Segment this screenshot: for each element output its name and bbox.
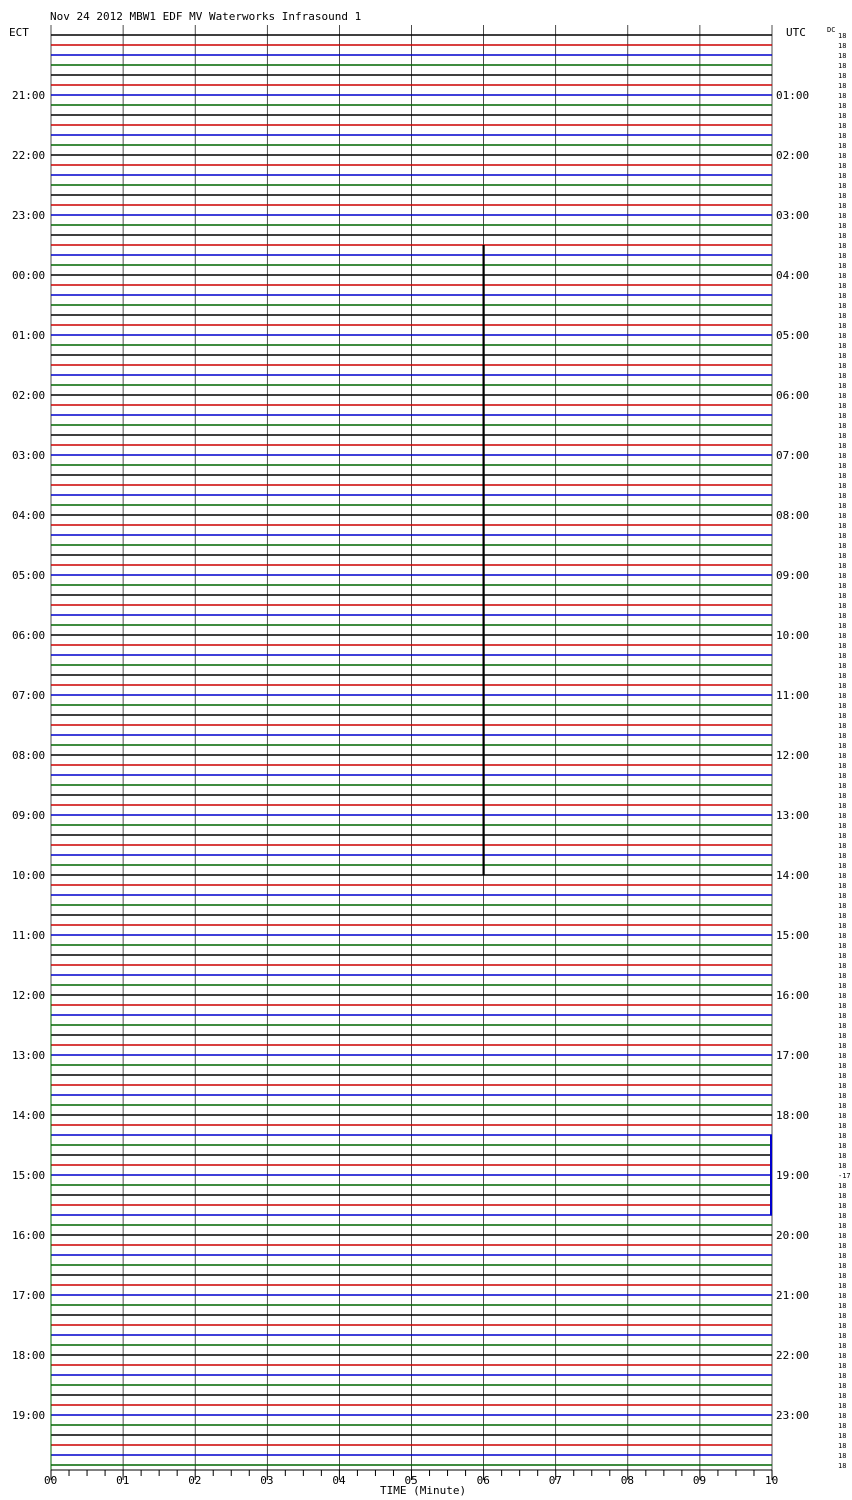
dc-value: 18 [838, 32, 847, 40]
dc-value: 18 [838, 1422, 847, 1430]
dc-value: 18 [838, 952, 847, 960]
dc-value: 18 [838, 232, 847, 240]
right-hour-label: 22:00 [776, 1349, 810, 1362]
dc-value: 18 [838, 1122, 847, 1130]
dc-value: 18 [838, 282, 847, 290]
dc-value: 18 [838, 92, 847, 100]
left-hour-label: 09:00 [12, 809, 46, 822]
left-hour-label: 17:00 [12, 1289, 46, 1302]
left-hour-label: 06:00 [12, 629, 46, 642]
dc-value: 18 [838, 922, 847, 930]
left-hour-label: 15:00 [12, 1169, 46, 1182]
dc-value: 18 [838, 42, 847, 50]
dc-value: 18 [838, 812, 847, 820]
dc-value: 18 [838, 662, 847, 670]
dc-value: 18 [838, 892, 847, 900]
x-tick-label: 02 [188, 1474, 202, 1487]
dc-value: 18 [838, 632, 847, 640]
left-hour-label: 18:00 [12, 1349, 46, 1362]
dc-value: 18 [838, 1452, 847, 1460]
dc-value: 18 [838, 362, 847, 370]
dc-value: 18 [838, 1182, 847, 1190]
dc-value: 18 [838, 1362, 847, 1370]
dc-value: 18 [838, 1062, 847, 1070]
left-hour-label: 00:00 [12, 269, 46, 282]
x-tick-label: 04 [332, 1474, 346, 1487]
x-axis-label: TIME (Minute) [380, 1484, 467, 1497]
left-hour-label: 14:00 [12, 1109, 46, 1122]
x-tick-label: 08 [620, 1474, 635, 1487]
dc-value: 18 [838, 352, 847, 360]
dc-value: 18 [838, 222, 847, 230]
dc-value: 18 [838, 72, 847, 80]
right-hour-label: 09:00 [776, 569, 810, 582]
left-hour-label: 07:00 [12, 689, 46, 702]
dc-value: 18 [838, 1092, 847, 1100]
dc-value: 18 [838, 912, 847, 920]
dc-value: 18 [838, 262, 847, 270]
dc-value: 18 [838, 1312, 847, 1320]
dc-value: 18 [838, 1252, 847, 1260]
dc-value: 18 [838, 1332, 847, 1340]
dc-value: 18 [838, 772, 847, 780]
right-hour-label: 08:00 [776, 509, 810, 522]
dc-value: 18 [838, 1232, 847, 1240]
right-hour-label: 05:00 [776, 329, 810, 342]
dc-value: 18 [838, 452, 847, 460]
dc-value: 18 [838, 192, 847, 200]
right-hour-label: 11:00 [776, 689, 810, 702]
left-hour-label: 01:00 [12, 329, 46, 342]
dc-value: 18 [838, 172, 847, 180]
dc-value: 18 [838, 1142, 847, 1150]
dc-value: 18 [838, 542, 847, 550]
left-hour-label: 11:00 [12, 929, 46, 942]
dc-value: 18 [838, 502, 847, 510]
dc-value: 18 [838, 382, 847, 390]
dc-value: 18 [838, 102, 847, 110]
dc-value: 18 [838, 332, 847, 340]
left-hour-label: 03:00 [12, 449, 46, 462]
dc-value: 18 [838, 852, 847, 860]
dc-value: 18 [838, 442, 847, 450]
dc-value: 18 [838, 1352, 847, 1360]
dc-value: 18 [838, 302, 847, 310]
left-hour-label: 05:00 [12, 569, 46, 582]
right-hour-label: 12:00 [776, 749, 810, 762]
dc-value: 18 [838, 1132, 847, 1140]
dc-value: 18 [838, 422, 847, 430]
dc-value: 18 [838, 862, 847, 870]
dc-value: 18 [838, 372, 847, 380]
right-hour-label: 02:00 [776, 149, 810, 162]
dc-value: 18 [838, 902, 847, 910]
dc-value: 18 [838, 492, 847, 500]
dc-value: 18 [838, 1022, 847, 1030]
dc-value: 18 [838, 942, 847, 950]
right-hour-label: 21:00 [776, 1289, 810, 1302]
dc-value: 18 [838, 1052, 847, 1060]
dc-value: 18 [838, 1102, 847, 1110]
right-hour-label: 04:00 [776, 269, 810, 282]
dc-value: 18 [838, 292, 847, 300]
dc-value: 18 [838, 472, 847, 480]
left-hour-label: 19:00 [12, 1409, 46, 1422]
dc-value: 18 [838, 1082, 847, 1090]
dc-header: DC [827, 26, 836, 34]
dc-value: 18 [838, 792, 847, 800]
dc-value: 18 [838, 522, 847, 530]
dc-value: 18 [838, 1442, 847, 1450]
dc-value: 18 [838, 392, 847, 400]
right-hour-label: 19:00 [776, 1169, 810, 1182]
dc-value: 18 [838, 132, 847, 140]
right-timezone-label: UTC [786, 26, 806, 39]
left-hour-label: 02:00 [12, 389, 46, 402]
x-tick-label: 00 [44, 1474, 58, 1487]
dc-value: 18 [838, 612, 847, 620]
left-hour-label: 16:00 [12, 1229, 46, 1242]
right-hour-label: 18:00 [776, 1109, 810, 1122]
dc-value: 18 [838, 1402, 847, 1410]
dc-value: 18 [838, 1112, 847, 1120]
dc-value: 18 [838, 202, 847, 210]
right-hour-label: 01:00 [776, 89, 810, 102]
dc-value: 18 [838, 642, 847, 650]
dc-value: 18 [838, 432, 847, 440]
dc-value: 18 [838, 622, 847, 630]
dc-value: 18 [838, 62, 847, 70]
dc-value: 18 [838, 832, 847, 840]
dc-value: 18 [838, 252, 847, 260]
dc-value: 18 [838, 742, 847, 750]
right-hour-label: 23:00 [776, 1409, 810, 1422]
dc-value: 18 [838, 572, 847, 580]
dc-value: 18 [838, 1432, 847, 1440]
dc-value: 18 [838, 932, 847, 940]
dc-value: 18 [838, 142, 847, 150]
left-hour-label: 08:00 [12, 749, 46, 762]
left-hour-label: 13:00 [12, 1049, 46, 1062]
dc-value: 18 [838, 552, 847, 560]
dc-value: 18 [838, 842, 847, 850]
dc-value: 18 [838, 1192, 847, 1200]
dc-value: 18 [838, 112, 847, 120]
dc-value: 18 [838, 652, 847, 660]
chart-title: Nov 24 2012 MBW1 EDF MV Waterworks Infrasound 1 [50, 10, 362, 23]
dc-value: 18 [838, 782, 847, 790]
x-tick-label: 05 [404, 1474, 418, 1487]
left-hour-label: 04:00 [12, 509, 46, 522]
left-hour-label: 12:00 [12, 989, 46, 1002]
right-hour-label: 10:00 [776, 629, 810, 642]
dc-value: 18 [838, 412, 847, 420]
dc-value: 18 [838, 402, 847, 410]
right-hour-label: 16:00 [776, 989, 810, 1002]
dc-value: -17 [838, 1172, 851, 1180]
dc-value: 18 [838, 1292, 847, 1300]
dc-value: 18 [838, 122, 847, 130]
dc-value: 18 [838, 1032, 847, 1040]
dc-value: 18 [838, 162, 847, 170]
x-tick-label: 09 [692, 1474, 707, 1487]
dc-value: 18 [838, 1222, 847, 1230]
x-tick-label: 03 [260, 1474, 274, 1487]
dc-value: 18 [838, 692, 847, 700]
dc-value: 18 [838, 212, 847, 220]
dc-value: 18 [838, 462, 847, 470]
dc-value: 18 [838, 722, 847, 730]
dc-value: 18 [838, 342, 847, 350]
dc-value: 18 [838, 682, 847, 690]
dc-value: 18 [838, 1042, 847, 1050]
right-hour-label: 17:00 [776, 1049, 810, 1062]
dc-value: 18 [838, 992, 847, 1000]
dc-value: 18 [838, 1012, 847, 1020]
dc-value: 18 [838, 1152, 847, 1160]
dc-value: 18 [838, 592, 847, 600]
dc-value: 18 [838, 312, 847, 320]
dc-value: 18 [838, 532, 847, 540]
right-hour-label: 07:00 [776, 449, 810, 462]
dc-value: 18 [838, 1372, 847, 1380]
dc-value: 18 [838, 512, 847, 520]
dc-value: 18 [838, 762, 847, 770]
dc-value: 18 [838, 712, 847, 720]
dc-value: 18 [838, 82, 847, 90]
dc-value: 18 [838, 272, 847, 280]
x-tick-label: 06 [476, 1474, 490, 1487]
dc-value: 18 [838, 1412, 847, 1420]
dc-value: 18 [838, 732, 847, 740]
x-tick-label: 01 [116, 1474, 130, 1487]
left-hour-label: 23:00 [12, 209, 46, 222]
left-hour-label: 22:00 [12, 149, 46, 162]
left-timezone-label: ECT [9, 26, 29, 39]
dc-value: 18 [838, 182, 847, 190]
dc-value: 18 [838, 602, 847, 610]
dc-value: 18 [838, 1462, 847, 1470]
dc-value: 18 [838, 672, 847, 680]
dc-value: 18 [838, 322, 847, 330]
dc-value: 18 [838, 1002, 847, 1010]
dc-value: 18 [838, 962, 847, 970]
dc-value: 18 [838, 882, 847, 890]
dc-value: 18 [838, 1282, 847, 1290]
x-tick-label: 10 [765, 1474, 779, 1487]
dc-value: 18 [838, 1272, 847, 1280]
dc-value: 18 [838, 1202, 847, 1210]
dc-value: 18 [838, 52, 847, 60]
dc-value: 18 [838, 1302, 847, 1310]
right-hour-label: 14:00 [776, 869, 810, 882]
dc-value: 18 [838, 242, 847, 250]
dc-value: 18 [838, 1322, 847, 1330]
right-hour-label: 20:00 [776, 1229, 810, 1242]
dc-value: 18 [838, 1382, 847, 1390]
dc-value: 18 [838, 1262, 847, 1270]
dc-value: 18 [838, 1342, 847, 1350]
dc-value: 18 [838, 1162, 847, 1170]
right-hour-label: 06:00 [776, 389, 810, 402]
dc-value: 18 [838, 1072, 847, 1080]
x-tick-label: 07 [548, 1474, 562, 1487]
dc-value: 18 [838, 582, 847, 590]
dc-value: 18 [838, 1392, 847, 1400]
dc-value: 18 [838, 482, 847, 490]
right-hour-label: 13:00 [776, 809, 810, 822]
dc-value: 18 [838, 152, 847, 160]
dc-value: 18 [838, 562, 847, 570]
dc-value: 18 [838, 982, 847, 990]
dc-value: 18 [838, 1242, 847, 1250]
dc-value: 18 [838, 1212, 847, 1220]
left-hour-label: 10:00 [12, 869, 46, 882]
dc-value: 18 [838, 972, 847, 980]
dc-value: 18 [838, 702, 847, 710]
dc-value: 18 [838, 822, 847, 830]
dc-value: 18 [838, 752, 847, 760]
right-hour-label: 15:00 [776, 929, 810, 942]
dc-value: 18 [838, 802, 847, 810]
left-hour-label: 21:00 [12, 89, 46, 102]
right-hour-label: 03:00 [776, 209, 810, 222]
dc-value: 18 [838, 872, 847, 880]
